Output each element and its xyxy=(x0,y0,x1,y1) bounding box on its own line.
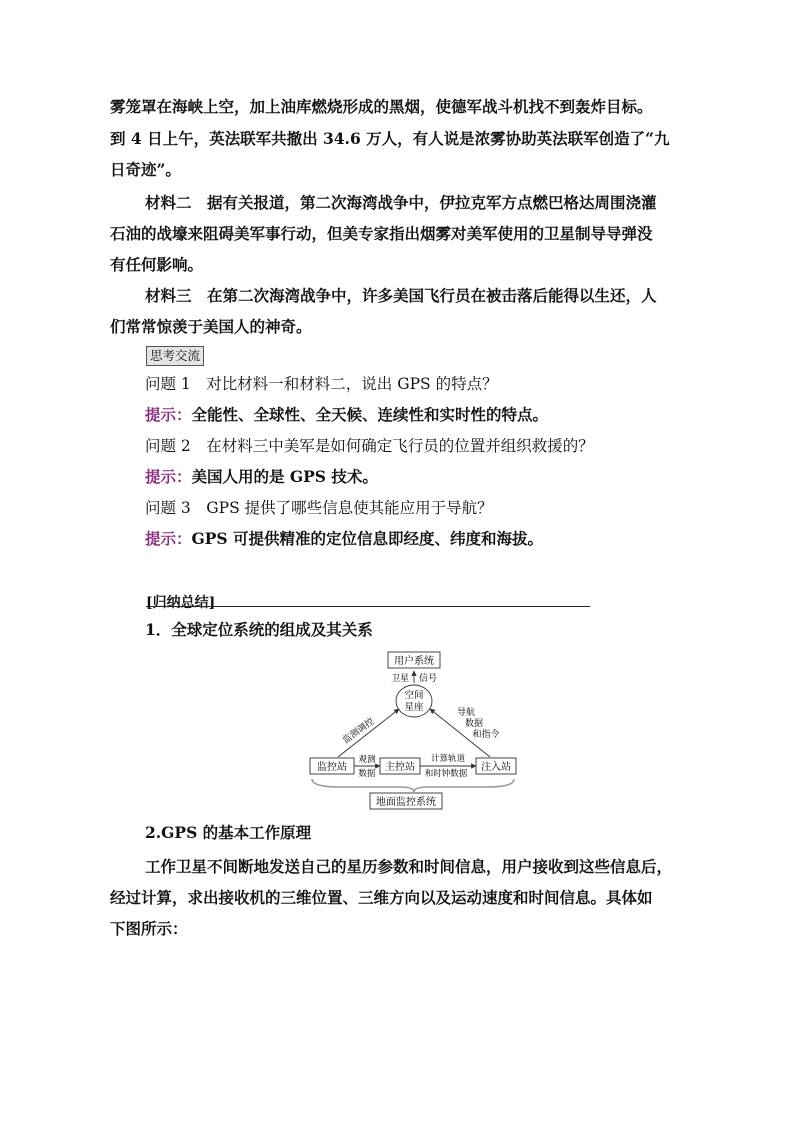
nav-line-2: 数据 xyxy=(464,719,484,729)
hint-2 xyxy=(145,467,378,487)
material-two-line: 石油的战壕来阻碍美军事行动，但美专家指出烟雾对美军使用的卫星制导导弹没 xyxy=(110,224,653,243)
nav-line-3: 和指令 xyxy=(472,730,500,740)
question-3: 问题 3 GPS 提供了哪些信息使其能应用于导航？ xyxy=(145,499,493,517)
hint-text: 全能性、全球性、全天候、连续性和实时性的特点。 xyxy=(191,405,549,424)
principle-line: 下图所示： xyxy=(110,919,188,938)
calc-line-1: 计算轨道 xyxy=(430,754,466,764)
question-1: 问题 1 对比材料一和材料二，说出 GPS 的特点？ xyxy=(145,375,498,393)
question-2: 问题 2 在材料三中美军是如何确定飞行员的位置并组织救援的？ xyxy=(145,437,594,455)
summary-title: [归纳总结] xyxy=(146,595,216,611)
master-station-label: 主控站 xyxy=(385,762,415,773)
summary-divider xyxy=(146,606,590,607)
observe-line-1: 观测 xyxy=(358,755,376,765)
material-two-line: 材料二 据有关报道，第二次海湾战争中，伊拉克军方点燃巴格达周围浇灌 xyxy=(145,193,657,212)
summary-item-1: 1．全球定位系统的组成及其关系 xyxy=(145,620,373,639)
material-two-line: 有任何影响。 xyxy=(110,255,204,274)
paragraph-line: 雾笼罩在海峡上空，加上油库燃烧形成的黑烟，使德军战斗机找不到轰炸目标。 xyxy=(110,97,653,116)
user-system-label: 用户系统 xyxy=(394,656,434,667)
principle-line: 工作卫星不间断地发送自己的星历参数和时间信息，用户接收到这些信息后， xyxy=(145,857,673,876)
principle-line: 经过计算，求出接收机的三维位置、三维方向以及运动速度和时间信息。具体如 xyxy=(110,888,653,907)
hint-text: 美国人用的是 GPS 技术。 xyxy=(191,467,378,486)
hint-3 xyxy=(145,529,543,549)
space-line-1: 空间 xyxy=(404,690,424,701)
paragraph-line: 到 4 日上午，英法联军共撤出 34.6 万人，有人说是浓雾协助英法联军创造了“九 xyxy=(110,129,670,148)
calc-line-2: 和时钟数据 xyxy=(424,769,468,779)
monitor-control-label: 监测调控 xyxy=(341,716,377,747)
satellite-label: 卫星 xyxy=(390,674,410,684)
hint-label: 提示： xyxy=(145,467,192,486)
ground-system-label: 地面监控系统 xyxy=(376,797,436,808)
ground-brace xyxy=(312,779,514,792)
hint-1 xyxy=(145,405,548,425)
hint-label: 提示： xyxy=(145,405,192,424)
gps-composition-diagram xyxy=(300,645,530,815)
observe-line-2: 数据 xyxy=(358,769,376,779)
nav-line-1: 导航 xyxy=(456,708,476,718)
paragraph-line: 日奇迹”。 xyxy=(110,160,181,179)
hint-text: GPS 可提供精准的定位信息即经度、纬度和海拔。 xyxy=(191,529,543,548)
monitor-station-label: 监控站 xyxy=(317,762,347,773)
signal-label: 信号 xyxy=(418,674,438,684)
hint-label: 提示： xyxy=(145,529,192,548)
summary-item-2: 2.GPS 的基本工作原理 xyxy=(145,823,312,842)
material-three-line: 们常常惊羡于美国人的神奇。 xyxy=(110,317,312,336)
section-tag: 思考交流 xyxy=(146,346,204,366)
space-line-2: 星座 xyxy=(404,702,424,713)
inject-station-label: 注入站 xyxy=(481,762,511,773)
material-three-line: 材料三 在第二次海湾战争中，许多美国飞行员在被击落后能得以生还，人 xyxy=(145,286,657,305)
